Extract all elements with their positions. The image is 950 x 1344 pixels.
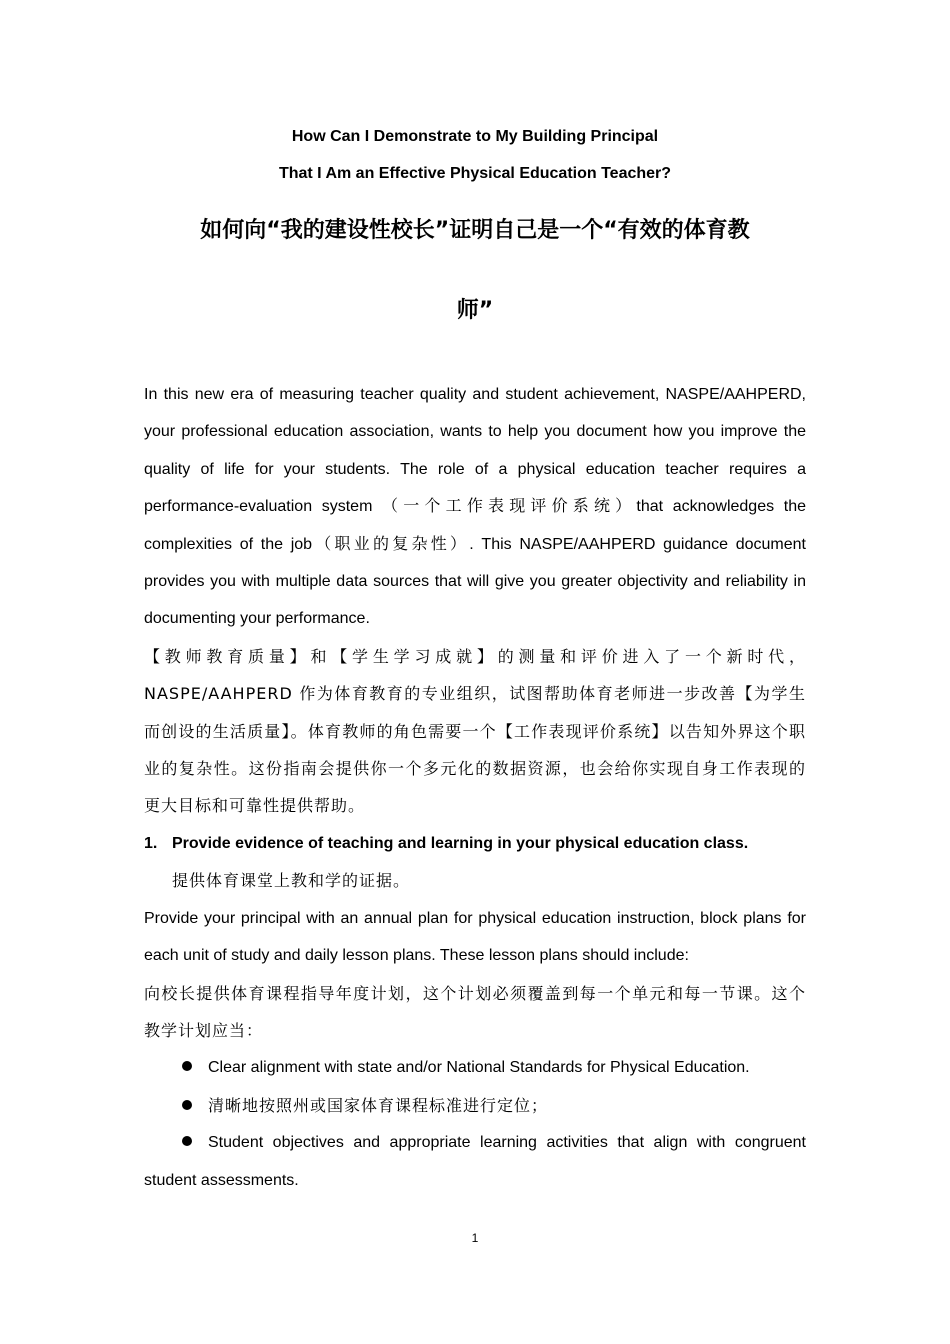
title-chinese-line2: 师” <box>456 298 494 323</box>
section-1-body-chinese: 向校长提供体育课程指导年度计划，这个计划必须覆盖到每一个单元和每一节课。这个教学计划应当： <box>144 983 806 1040</box>
bullet-text: 清晰地按照州或国家体育课程标准进行定位； <box>208 1095 549 1115</box>
bullet-item <box>144 1124 806 1199</box>
bullet-item <box>144 1087 806 1124</box>
section-1-heading <box>144 825 806 862</box>
bullet-icon <box>182 1100 192 1110</box>
bullet-text: Clear alignment with state and/or National Standards for Physical Education. <box>208 1059 750 1077</box>
section-1-number: 1. <box>144 834 158 852</box>
section-1-heading-chinese: 提供体育课堂上教和学的证据。 <box>172 871 411 891</box>
page-content <box>144 118 806 1199</box>
title-chinese <box>144 212 806 330</box>
page-number: 1 <box>471 1231 479 1245</box>
section-1-body-english: Provide your principal with an annual plan for physical education instruction, block plans for each unit of study and daily lesson plans. These lesson plans should include: <box>144 909 806 965</box>
bullet-icon <box>182 1061 192 1071</box>
title-english-line2: That I Am an Effective Physical Education Teacher? <box>278 165 672 182</box>
intro-paragraph-chinese: 【教师教育质量】和【学生学习成就】的测量和评价进入了一个新时代，NASPE/AAHPERD 作为体育教育的专业组织，试图帮助体育老师进一步改善【为学生而创设的生活质量】。体育教师的角色需要一个【工作表现评价系统】以告知外界这个职业的复杂性。这份指南会提供你一个多元化的数据资源，也会给你实现自身工作表现的更大目标和可靠性提供帮助。 <box>144 646 806 816</box>
bullet-text: Student objectives and appropriate learning activities that align with congruent student assessments. <box>144 1134 806 1189</box>
bullet-item <box>144 1049 806 1086</box>
title-english-line1: How Can I Demonstrate to My Building Principal <box>291 128 659 145</box>
title-chinese-line1: 如何向“我的建设性校长”证明自己是一个“有效的体育教 <box>200 218 750 243</box>
section-1-heading-english: Provide evidence of teaching and learning in your physical education class. <box>172 834 749 852</box>
intro-paragraph-english: In this new era of measuring teacher quality and student achievement, NASPE/AAHPERD, your professional education association, wants to help you document how you improve the quality of life for your students. The role of a physical education teacher requires a performance-evaluation system （一个工作表现评价系统）that acknowledges the complexities of the job（职业的复杂性）. This NASPE/AAHPERD guidance document provides you with multiple data sources that will give you greater objectivity and reliability in documenting your performance. <box>144 386 806 628</box>
bullet-icon <box>182 1136 192 1146</box>
